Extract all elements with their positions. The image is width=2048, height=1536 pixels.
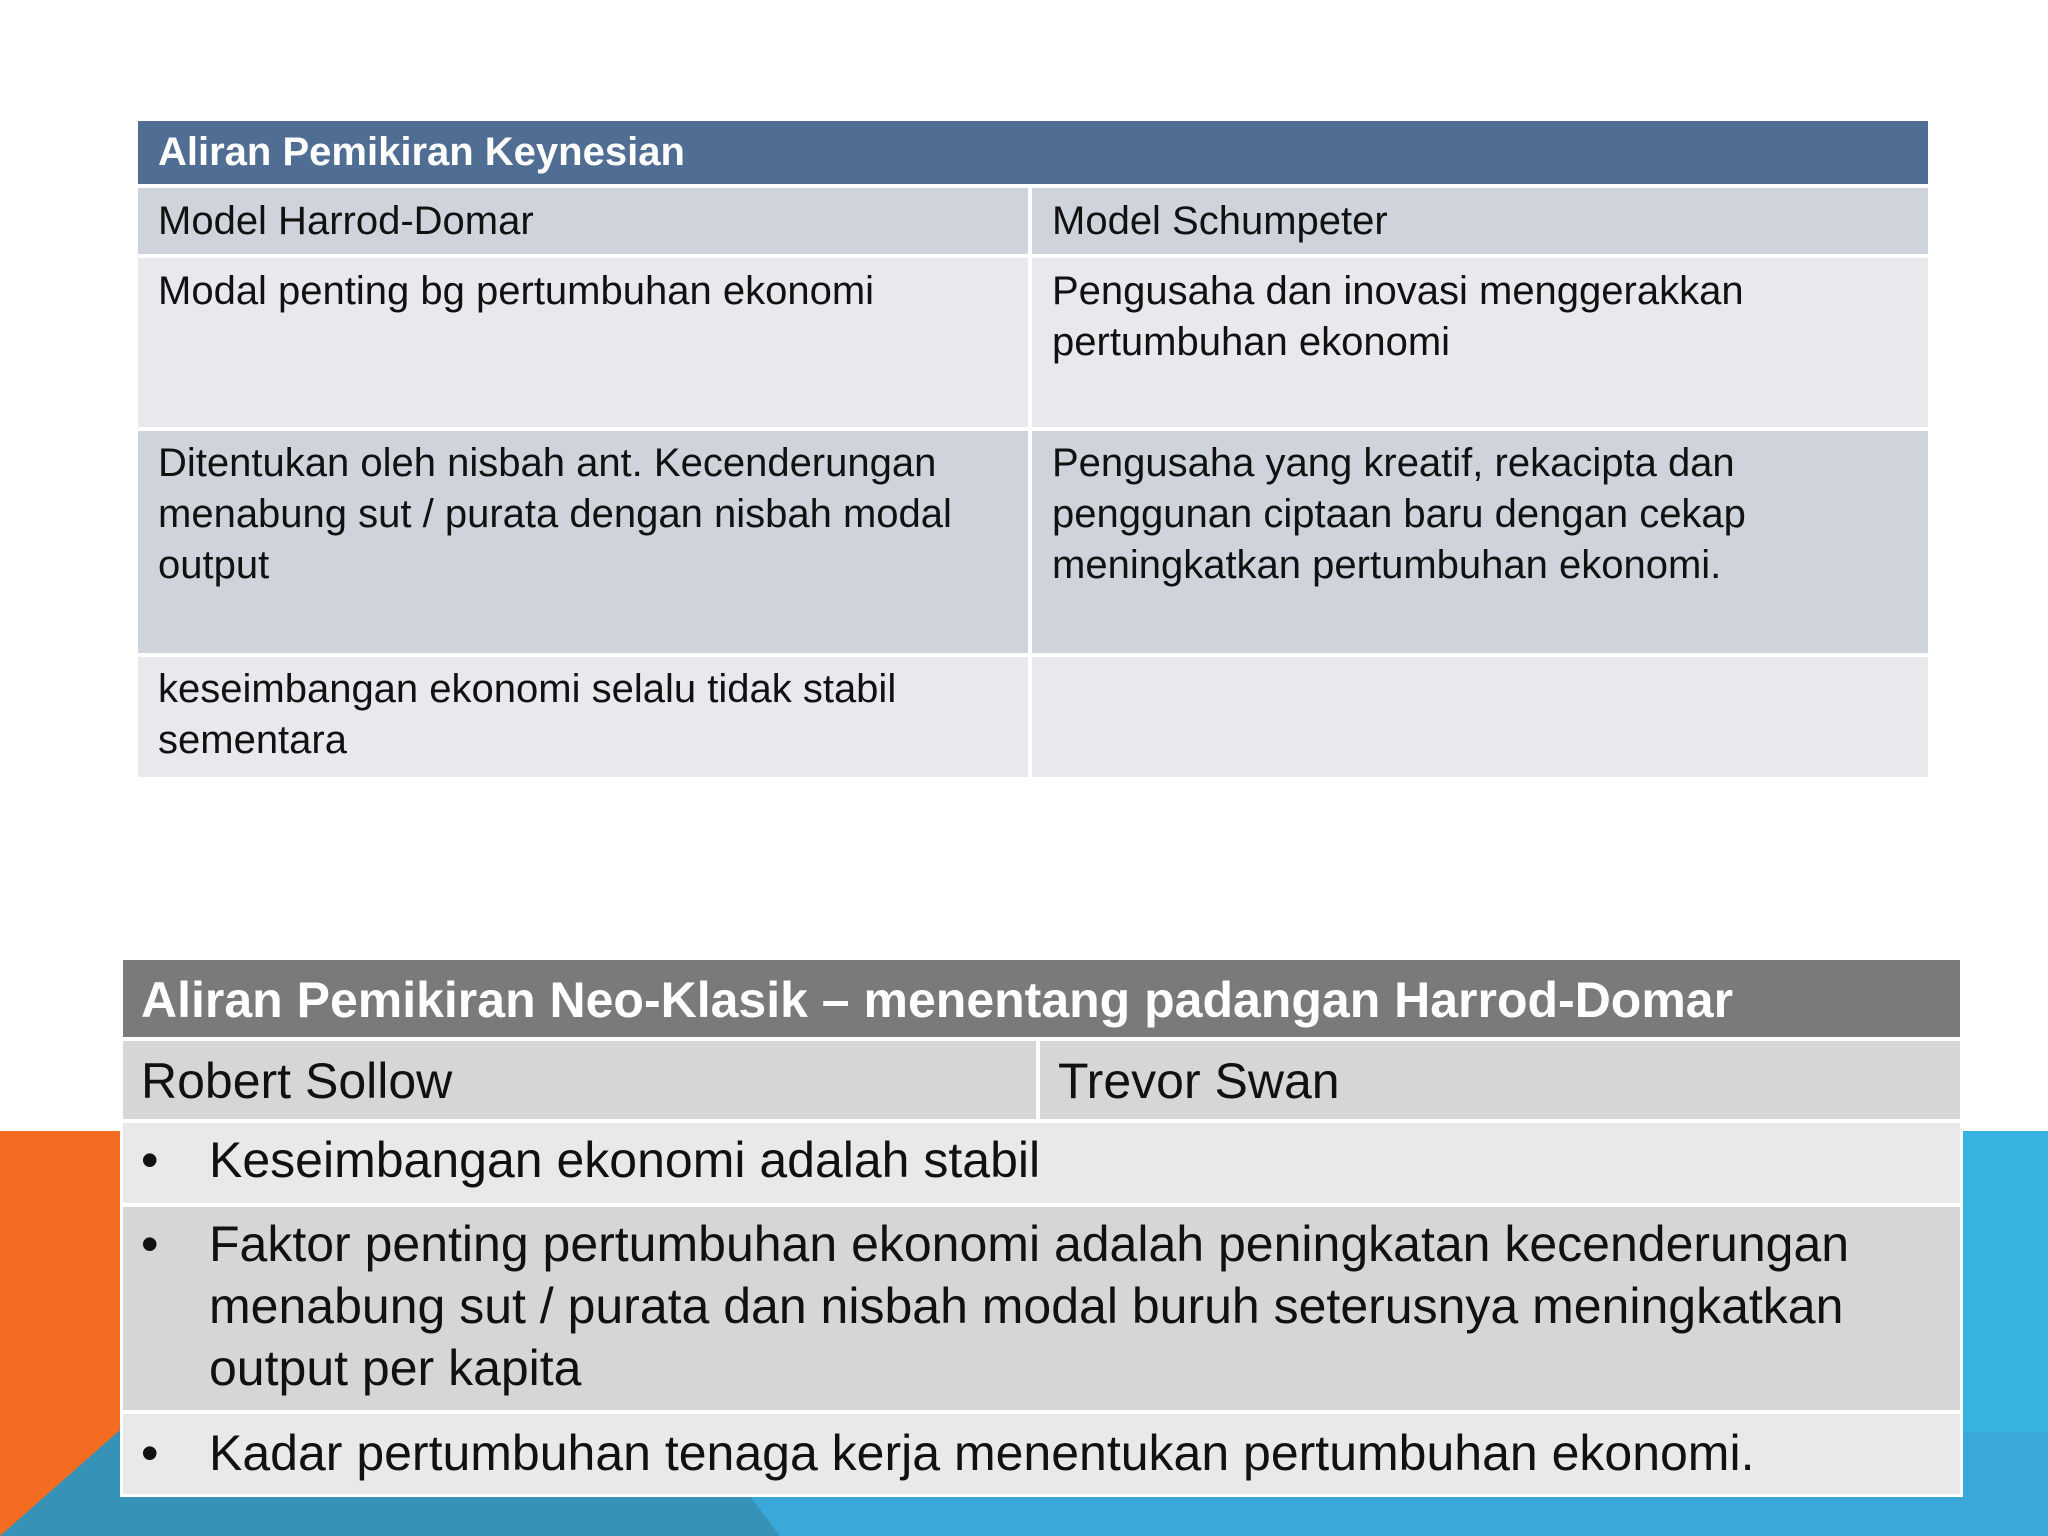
keynesian-table — [138, 121, 1928, 777]
keynesian-table-header: Aliran Pemikiran Keynesian — [138, 121, 1928, 184]
bullet-icon: • — [141, 1132, 159, 1188]
table-cell: Ditentukan oleh nisbah ant. Kecenderungan menabung sut / purata dengan nisbah modal output — [138, 431, 1032, 653]
bullet-item — [123, 1123, 1960, 1203]
neoklasik-table-header: Aliran Pemikiran Neo-Klasik – menentang padangan Harrod-Domar — [123, 960, 1960, 1037]
table-row — [123, 1037, 1960, 1119]
neoklasik-table — [120, 957, 1963, 1497]
table-row — [123, 1410, 1960, 1494]
bullet-item — [123, 1207, 1960, 1410]
table-row — [138, 184, 1928, 254]
table-row — [138, 427, 1928, 653]
table-cell — [1032, 657, 1928, 777]
table-row — [123, 1203, 1960, 1410]
bullet-icon: • — [141, 1425, 159, 1481]
table-cell: Robert Sollow — [123, 1041, 1040, 1119]
table-cell: Model Harrod-Domar — [138, 188, 1032, 254]
table-cell: Pengusaha dan inovasi menggerakkan pertumbuhan ekonomi — [1052, 269, 1744, 364]
table-cell: Trevor Swan — [1058, 1053, 1340, 1109]
table-cell: Modal penting bg pertumbuhan ekonomi — [138, 258, 1032, 427]
table-cell: keseimbangan ekonomi selalu tidak stabil sementara — [138, 657, 1032, 777]
bullet-text: Keseimbangan ekonomi adalah stabil — [209, 1132, 1041, 1188]
bullet-item — [123, 1414, 1960, 1494]
table-row — [123, 1119, 1960, 1203]
table-row — [138, 254, 1928, 427]
bullet-text: Kadar pertumbuhan tenaga kerja menentukan pertumbuhan ekonomi. — [209, 1425, 1755, 1481]
table-cell: Model Schumpeter — [1052, 199, 1388, 243]
bullet-text: Faktor penting pertumbuhan ekonomi adalah peningkatan kecenderungan menabung sut / purata dan nisbah modal buruh seterusnya meningkatkan output per kapita — [209, 1216, 1850, 1396]
table-cell: Pengusaha yang kreatif, rekacipta dan penggunan ciptaan baru dengan cekap meningkatkan pertumbuhan ekonomi. — [1052, 441, 1746, 587]
bullet-icon: • — [141, 1216, 159, 1272]
table-row — [138, 653, 1928, 777]
